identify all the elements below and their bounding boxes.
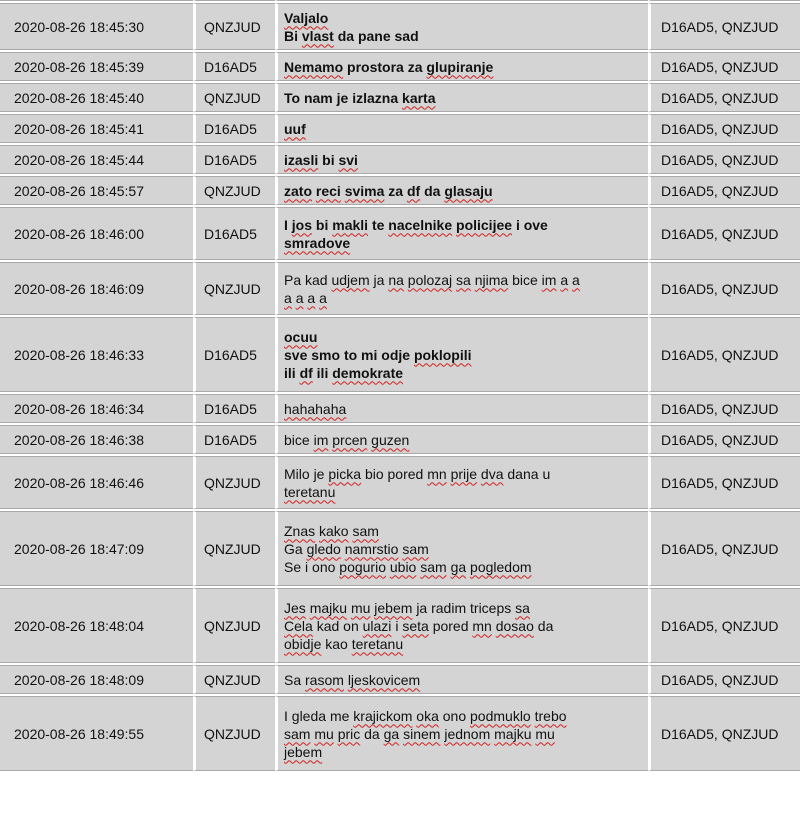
cut-off-cell xyxy=(275,0,648,1)
message-cell xyxy=(275,696,648,771)
message-line: Jes majku mu jebem ja radim triceps sa xyxy=(284,599,530,616)
timestamp-cell: 2020-08-26 18:45:30 xyxy=(0,3,193,50)
cut-off-cell xyxy=(648,0,800,1)
table-row xyxy=(0,394,800,423)
message-line: Sa rasom ljeskovicem xyxy=(284,671,421,688)
table-row xyxy=(0,317,800,392)
participants-cell: D16AD5, QNZJUD xyxy=(648,145,800,174)
timestamp-cell: 2020-08-26 18:45:57 xyxy=(0,176,193,205)
message-line: sve smo to mi odje poklopili xyxy=(284,346,472,363)
participants-cell: D16AD5, QNZJUD xyxy=(648,511,800,586)
message-line: Se i ono pogurio ubio sam ga pogledom xyxy=(284,558,532,575)
participants-cell: D16AD5, QNZJUD xyxy=(648,114,800,143)
participants-cell: D16AD5, QNZJUD xyxy=(648,425,800,454)
timestamp-cell: 2020-08-26 18:46:34 xyxy=(0,394,193,423)
sender-cell: D16AD5 xyxy=(193,394,275,423)
message-cell xyxy=(275,456,648,509)
sender-cell: QNZJUD xyxy=(193,262,275,315)
sender-cell: D16AD5 xyxy=(193,52,275,81)
table-row xyxy=(0,696,800,771)
participants-cell: D16AD5, QNZJUD xyxy=(648,696,800,771)
timestamp-cell: 2020-08-26 18:45:39 xyxy=(0,52,193,81)
message-cell xyxy=(275,207,648,260)
message-line: Milo je picka bio pored mn prije dva dana u xyxy=(284,465,551,482)
timestamp-cell: 2020-08-26 18:48:04 xyxy=(0,588,193,663)
message-line: Ga gledo namrstio sam xyxy=(284,540,429,557)
participants-cell: D16AD5, QNZJUD xyxy=(648,52,800,81)
table-row xyxy=(0,176,800,205)
table-row xyxy=(0,3,800,50)
timestamp-cell: 2020-08-26 18:49:55 xyxy=(0,696,193,771)
message-line: izasli bi svi xyxy=(284,151,358,168)
timestamp-cell: 2020-08-26 18:46:09 xyxy=(0,262,193,315)
message-cell xyxy=(275,145,648,174)
sender-cell: QNZJUD xyxy=(193,696,275,771)
sender-cell: D16AD5 xyxy=(193,425,275,454)
participants-cell: D16AD5, QNZJUD xyxy=(648,207,800,260)
table-row xyxy=(0,456,800,509)
message-line: Valjalo xyxy=(284,9,329,26)
sender-cell: D16AD5 xyxy=(193,207,275,260)
cut-off-cell xyxy=(193,0,275,1)
message-line: Cela kad on ulazi i seta pored mn dosao da xyxy=(284,617,554,634)
message-line: I jos bi makli te nacelnike policijee i ove xyxy=(284,216,548,233)
message-line: I gleda me krajickom oka ono podmuklo trebo xyxy=(284,707,567,724)
sender-cell: QNZJUD xyxy=(193,456,275,509)
message-line: hahahaha xyxy=(284,400,347,417)
timestamp-cell: 2020-08-26 18:46:33 xyxy=(0,317,193,392)
timestamp-cell: 2020-08-26 18:45:40 xyxy=(0,83,193,112)
participants-cell: D16AD5, QNZJUD xyxy=(648,262,800,315)
message-line: jebem xyxy=(284,743,323,760)
sender-cell: QNZJUD xyxy=(193,176,275,205)
message-line: ili df ili demokrate xyxy=(284,364,404,381)
table-row xyxy=(0,145,800,174)
cut-off-cell xyxy=(0,0,193,1)
timestamp-cell: 2020-08-26 18:46:46 xyxy=(0,456,193,509)
table-row xyxy=(0,83,800,112)
participants-cell: D16AD5, QNZJUD xyxy=(648,456,800,509)
message-cell xyxy=(275,52,648,81)
sender-cell: QNZJUD xyxy=(193,588,275,663)
timestamp-cell: 2020-08-26 18:45:41 xyxy=(0,114,193,143)
message-line: bice im prcen guzen xyxy=(284,431,410,448)
sender-cell: QNZJUD xyxy=(193,511,275,586)
message-cell xyxy=(275,262,648,315)
message-cell xyxy=(275,425,648,454)
message-line: Pa kad udjem ja na polozaj sa njima bice im a a xyxy=(284,271,580,288)
sender-cell: QNZJUD xyxy=(193,665,275,694)
participants-cell: D16AD5, QNZJUD xyxy=(648,394,800,423)
cut-off-row xyxy=(0,0,800,1)
message-line: obidje kao teretanu xyxy=(284,635,404,652)
table-row xyxy=(0,511,800,586)
message-line: Bi vlast da pane sad xyxy=(284,27,419,44)
participants-cell: D16AD5, QNZJUD xyxy=(648,665,800,694)
table-row xyxy=(0,588,800,663)
message-cell xyxy=(275,114,648,143)
message-line: a a a a xyxy=(284,289,327,306)
message-line: uuf xyxy=(284,120,306,137)
table-row xyxy=(0,52,800,81)
table-row xyxy=(0,425,800,454)
message-cell xyxy=(275,588,648,663)
timestamp-cell: 2020-08-26 18:48:09 xyxy=(0,665,193,694)
sender-cell: D16AD5 xyxy=(193,317,275,392)
message-cell xyxy=(275,511,648,586)
message-cell xyxy=(275,3,648,50)
message-cell xyxy=(275,665,648,694)
message-cell xyxy=(275,394,648,423)
sender-cell: QNZJUD xyxy=(193,3,275,50)
message-cell xyxy=(275,317,648,392)
participants-cell: D16AD5, QNZJUD xyxy=(648,588,800,663)
participants-cell: D16AD5, QNZJUD xyxy=(648,3,800,50)
participants-cell: D16AD5, QNZJUD xyxy=(648,83,800,112)
timestamp-cell: 2020-08-26 18:46:00 xyxy=(0,207,193,260)
message-cell xyxy=(275,83,648,112)
message-line: teretanu xyxy=(284,483,336,500)
message-line: To nam je izlazna karta xyxy=(284,89,436,106)
message-line: Nemamo prostora za glupiranje xyxy=(284,58,494,75)
table-row xyxy=(0,114,800,143)
timestamp-cell: 2020-08-26 18:45:44 xyxy=(0,145,193,174)
timestamp-cell: 2020-08-26 18:47:09 xyxy=(0,511,193,586)
table-row xyxy=(0,262,800,315)
table-row xyxy=(0,665,800,694)
message-line: sam mu pric da ga sinem jednom majku mu xyxy=(284,725,555,742)
participants-cell: D16AD5, QNZJUD xyxy=(648,176,800,205)
message-line: zato reci svima za df da glasaju xyxy=(284,182,493,199)
table-row xyxy=(0,207,800,260)
message-line: Znas kako sam xyxy=(284,522,379,539)
sender-cell: D16AD5 xyxy=(193,145,275,174)
message-line: ocuu xyxy=(284,328,318,345)
message-line: smradove xyxy=(284,234,351,251)
sender-cell: QNZJUD xyxy=(193,83,275,112)
timestamp-cell: 2020-08-26 18:46:38 xyxy=(0,425,193,454)
message-cell xyxy=(275,176,648,205)
participants-cell: D16AD5, QNZJUD xyxy=(648,317,800,392)
sender-cell: D16AD5 xyxy=(193,114,275,143)
